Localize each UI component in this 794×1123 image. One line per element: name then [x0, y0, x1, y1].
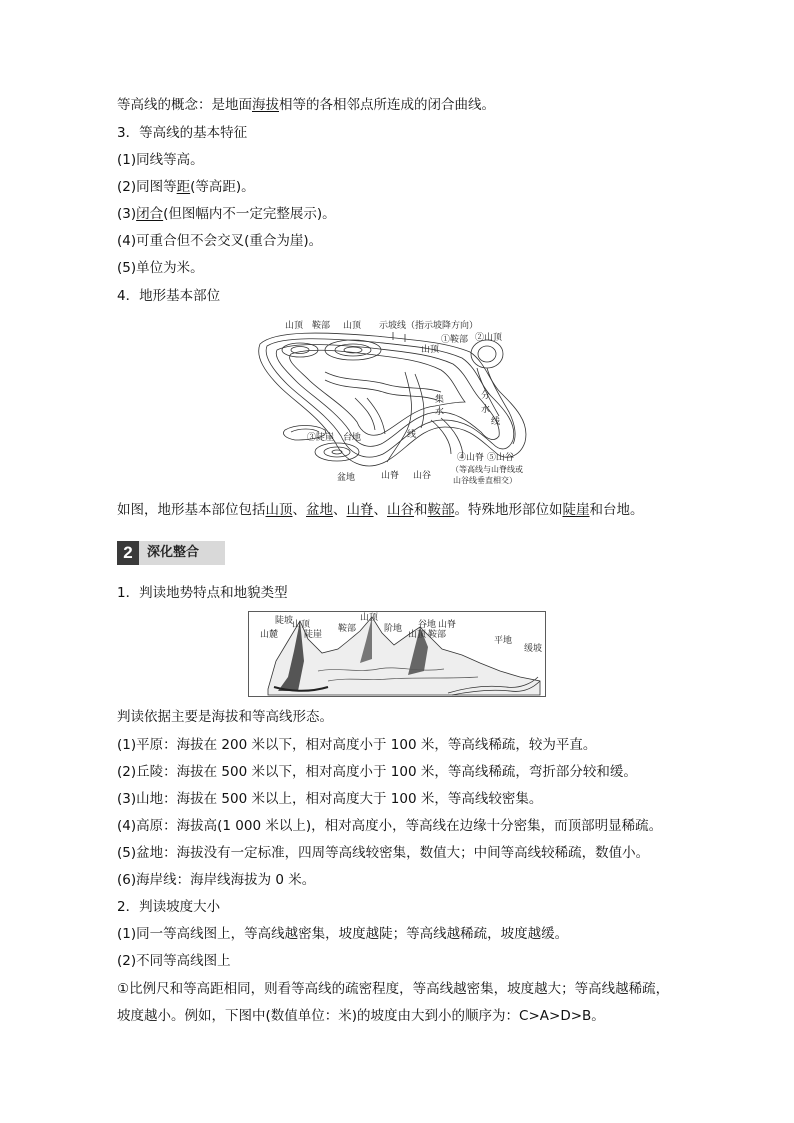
item2-suffix: (等高距)。 — [190, 179, 255, 195]
landform-plateau: (4)高原：海拔高(1 000 米以上)，相对高度小，等高线在边缘十分密集，而顶部明显稀疏。 — [117, 818, 663, 834]
section3-item3 — [117, 205, 336, 223]
contour-diagram — [255, 312, 540, 492]
caption-end: 和台地。 — [589, 502, 644, 518]
label-note1: （等高线与山脊线或 — [451, 465, 523, 474]
label-collect-1: 集 — [435, 395, 445, 405]
section3-item5: (5)单位为米。 — [117, 260, 204, 276]
section4-title: 4．地形基本部位 — [117, 288, 221, 304]
fig2-label-foothill: 山麓 — [260, 630, 279, 640]
item3-prefix: (3) — [117, 206, 137, 222]
fig2-label-gentle: 缓坡 — [524, 644, 543, 654]
label-peak-num2: ②山顶 — [475, 333, 503, 343]
landform-hills: (2)丘陵：海拔在 500 米以下，相对高度小于 100 米，等高线稀疏，弯折部分较和缓。 — [117, 764, 637, 780]
terrain-figure — [248, 611, 546, 697]
sep: 、 — [333, 502, 347, 518]
label-cliff: ③陡崖 — [307, 433, 335, 443]
label-peak3: 山顶 — [421, 345, 440, 355]
deep2-item3-line2: 坡度越小。例如，下图中(数值单位：米)的坡度由大到小的顺序为：C>A>D>B。 — [117, 1008, 605, 1024]
fig2-label-saddle: 鞍部 — [338, 624, 357, 634]
item2-term: 距 — [176, 179, 191, 195]
sep: 、 — [292, 502, 306, 518]
landform-coastline: (6)海岸线：海岸线海拔为 0 米。 — [117, 872, 316, 888]
label-ridge-valley: ④山脊 ⑤山谷 — [457, 453, 514, 463]
term-peak: 山顶 — [265, 502, 293, 518]
fig2-label-ridge: 山脊 — [438, 620, 457, 630]
term-saddle: 鞍部 — [427, 502, 455, 518]
label-saddle-num: ①鞍部 — [441, 335, 469, 345]
banner-number: 2 — [117, 541, 139, 565]
deep2-title: 2．判读坡度大小 — [117, 899, 221, 915]
contour-concept — [117, 96, 495, 114]
term-valley: 山谷 — [387, 502, 414, 518]
label-divide-3: 线 — [491, 417, 501, 427]
fig2-label-peak-top: 山顶 — [360, 613, 379, 623]
fig2-label-peak: 山顶 — [292, 620, 311, 630]
concept-prefix: 等高线的概念：是地面 — [117, 97, 252, 113]
deep2-item3-line1: ①比例尺和等高距相同，则看等高线的疏密程度，等高线越密集，坡度越大；等高线越稀疏， — [117, 981, 670, 997]
concept-term: 海拔 — [252, 97, 279, 113]
landform-mountain: (3)山地：海拔在 500 米以上，相对高度大于 100 米，等高线较密集。 — [117, 791, 543, 807]
deep2-item1: (1)同一等高线图上，等高线越密集，坡度越陡；等高线越稀疏，坡度越缓。 — [117, 926, 569, 942]
label-divide-1: 分 — [481, 391, 491, 401]
label-basin: 盆地 — [337, 473, 356, 483]
section3-item4: (4)可重合但不会交叉(重合为崖)。 — [117, 233, 323, 249]
term-ridge: 山脊 — [346, 502, 374, 518]
concept-suffix: 相等的各相邻点所连成的闭合曲线。 — [279, 97, 495, 113]
deep2-item2: (2)不同等高线图上 — [117, 953, 231, 969]
landform-basin: (5)盆地：海拔没有一定标准，四周等高线较密集，数值大；中间等高线较稀疏，数值小。 — [117, 845, 650, 861]
fig2-label-cliff: 陡坡 — [275, 616, 294, 626]
label-peak2: 山顶 — [343, 321, 362, 331]
figure1-caption — [117, 501, 644, 519]
section3-item2 — [117, 178, 255, 196]
sep: 、 — [373, 502, 387, 518]
label-plateau: 台地 — [343, 433, 362, 443]
fig2-label-plain: 平地 — [494, 636, 513, 646]
label-ridge: 山脊 — [381, 471, 400, 481]
label-saddle: 鞍部 — [312, 321, 331, 331]
fig2-label-steep: 陡崖 — [304, 630, 323, 640]
term-cliff: 陡崖 — [562, 502, 590, 518]
caption-prefix: 如图，地形基本部位包括 — [117, 502, 266, 518]
deep1-title: 1．判读地势特点和地貌类型 — [117, 585, 288, 601]
contour-figure — [255, 312, 540, 492]
caption-mid: 。特殊地形部位如 — [454, 502, 563, 518]
sep: 和 — [414, 502, 428, 518]
label-note2: 山谷线垂直相交） — [453, 476, 517, 485]
section3-title: 3．等高线的基本特征 — [117, 125, 248, 141]
fig2-label-peak2: 山顶 — [408, 630, 427, 640]
label-collect-2: 水 — [435, 407, 445, 417]
fig2-label-saddle2: 鞍部 — [428, 630, 447, 640]
label-valley: 山谷 — [413, 471, 432, 481]
section3-item1: (1)同线等高。 — [117, 152, 204, 168]
landform-plain: (1)平原：海拔在 200 米以下，相对高度小于 100 米，等高线稀疏，较为平直。 — [117, 737, 597, 753]
label-peak1: 山顶 — [285, 321, 304, 331]
item3-term: 闭合 — [136, 206, 164, 222]
label-slope-line: 示坡线（指示坡降方向） — [379, 321, 479, 331]
basis-text: 判读依据主要是海拔和等高线形态。 — [117, 709, 333, 725]
label-divide-2: 水 — [481, 405, 491, 415]
section-banner — [117, 541, 225, 565]
item3-suffix: (但图幅内不一定完整展示)。 — [163, 206, 336, 222]
fig2-label-step: 阶地 — [384, 624, 403, 634]
label-collect-3: 线 — [407, 430, 417, 440]
term-basin: 盆地 — [306, 502, 333, 518]
terrain-illustration — [248, 611, 546, 697]
banner-text: 深化整合 — [139, 541, 225, 565]
fig2-label-valley: 谷地 — [418, 620, 437, 630]
item2-prefix: (2)同图等 — [117, 179, 177, 195]
